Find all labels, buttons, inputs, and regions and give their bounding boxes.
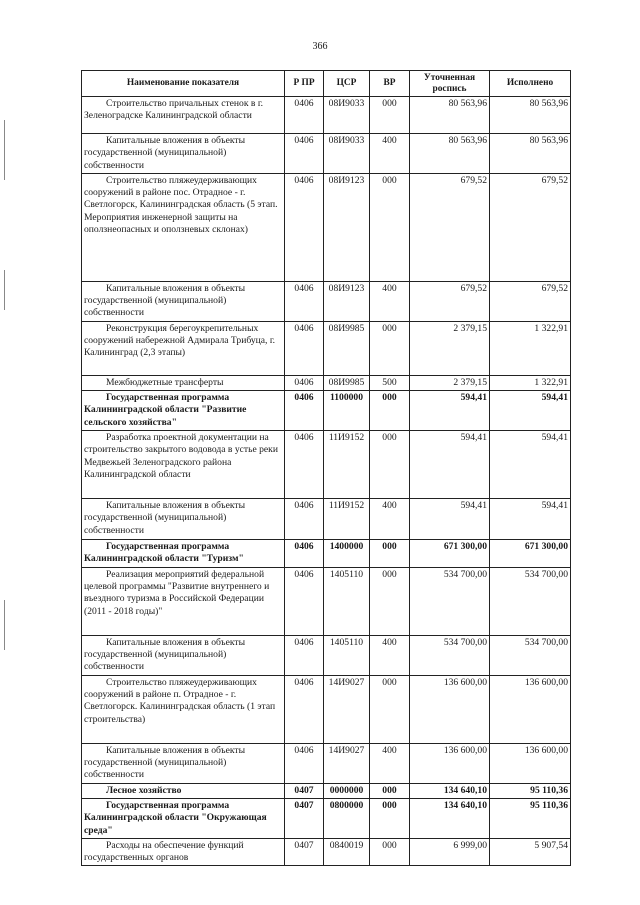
row-plan: 80 563,96 <box>410 97 490 134</box>
row-name: Капитальные вложения в объекты государственной (муниципальной) собственности <box>82 499 285 540</box>
row-name: Капитальные вложения в объекты государственной (муниципальной) собственности <box>82 134 285 174</box>
row-plan: 136 600,00 <box>410 675 490 743</box>
row-plan: 534 700,00 <box>410 567 490 635</box>
row-done: 136 600,00 <box>490 675 571 743</box>
row-rpr: 0407 <box>285 838 324 866</box>
row-rpr: 0407 <box>285 798 324 838</box>
row-rpr: 0406 <box>285 540 324 568</box>
row-plan: 594,41 <box>410 431 490 499</box>
table-row <box>82 97 571 134</box>
table-header-row <box>82 71 571 97</box>
row-vr: 000 <box>370 798 410 838</box>
row-csr: 1100000 <box>324 391 370 431</box>
table-row <box>82 675 571 743</box>
row-plan: 594,41 <box>410 499 490 540</box>
table-row <box>82 838 571 866</box>
row-vr: 000 <box>370 173 410 281</box>
row-vr: 000 <box>370 675 410 743</box>
row-plan: 671 300,00 <box>410 540 490 568</box>
row-done: 594,41 <box>490 431 571 499</box>
row-vr: 000 <box>370 540 410 568</box>
row-done: 534 700,00 <box>490 567 571 635</box>
row-csr: 0800000 <box>324 798 370 838</box>
header-rpr: Р ПР <box>285 71 324 97</box>
page-number: 366 <box>312 41 328 52</box>
row-done: 679,52 <box>490 173 571 281</box>
row-vr: 000 <box>370 838 410 866</box>
row-done: 80 563,96 <box>490 97 571 134</box>
row-vr: 400 <box>370 134 410 174</box>
row-rpr: 0406 <box>285 431 324 499</box>
row-plan: 679,52 <box>410 173 490 281</box>
table-row <box>82 567 571 635</box>
row-plan: 136 600,00 <box>410 743 490 783</box>
row-csr: 1400000 <box>324 540 370 568</box>
row-name: Капитальные вложения в объекты государственной (муниципальной) собственности <box>82 281 285 321</box>
row-csr: 0840019 <box>324 838 370 866</box>
table-row <box>82 134 571 174</box>
row-name: Государственная программа Калининградской области "Развитие сельского хозяйства" <box>82 391 285 431</box>
row-done: 534 700,00 <box>490 635 571 675</box>
row-done: 5 907,54 <box>490 838 571 866</box>
row-vr: 500 <box>370 375 410 390</box>
row-vr: 000 <box>370 391 410 431</box>
row-rpr: 0406 <box>285 635 324 675</box>
row-vr: 400 <box>370 281 410 321</box>
row-done: 679,52 <box>490 281 571 321</box>
row-rpr: 0407 <box>285 783 324 798</box>
row-vr: 400 <box>370 499 410 540</box>
row-done: 95 110,36 <box>490 783 571 798</box>
budget-table <box>81 70 571 866</box>
row-name: Реконструкция берегоукрепительных сооружений набережной Адмирала Трибуца, г. Калининград (2,3 этапы) <box>82 321 285 375</box>
row-rpr: 0406 <box>285 675 324 743</box>
row-vr: 000 <box>370 567 410 635</box>
row-name: Строительство пляжеудерживающих сооружений в районе п. Отрадное - г. Светлогорск. Калининградская область (1 этап строительства) <box>82 675 285 743</box>
row-vr: 000 <box>370 783 410 798</box>
row-name: Строительство пляжеудерживающих сооружений в районе пос. Отрадное - г. Светлогорск, Калининградская область (5 этап. Мероприятия инженерной защиты на оползнеопасных и оползневых склонах) <box>82 173 285 281</box>
row-name: Разработка проектной документации на строительство закрытого водовода в устье реки Медвежьей Зеленоградского района Калининградской области <box>82 431 285 499</box>
row-csr: 11И9152 <box>324 499 370 540</box>
row-csr: 08И9123 <box>324 281 370 321</box>
row-done: 136 600,00 <box>490 743 571 783</box>
row-csr: 0000000 <box>324 783 370 798</box>
row-rpr: 0406 <box>285 567 324 635</box>
row-vr: 400 <box>370 743 410 783</box>
row-rpr: 0406 <box>285 499 324 540</box>
row-csr: 08И9985 <box>324 321 370 375</box>
row-vr: 000 <box>370 97 410 134</box>
row-done: 671 300,00 <box>490 540 571 568</box>
table-row <box>82 173 571 281</box>
row-plan: 134 640,10 <box>410 783 490 798</box>
table-row <box>82 281 571 321</box>
row-rpr: 0406 <box>285 743 324 783</box>
row-vr: 400 <box>370 635 410 675</box>
table-row <box>82 635 571 675</box>
header-done: Исполнено <box>490 71 571 97</box>
row-csr: 1405110 <box>324 567 370 635</box>
row-done: 594,41 <box>490 391 571 431</box>
table-row <box>82 431 571 499</box>
row-rpr: 0406 <box>285 134 324 174</box>
row-rpr: 0406 <box>285 97 324 134</box>
row-rpr: 0406 <box>285 321 324 375</box>
row-name: Лесное хозяйство <box>82 783 285 798</box>
scan-margin-mark <box>4 600 5 650</box>
row-plan: 6 999,00 <box>410 838 490 866</box>
header-vr: ВР <box>370 71 410 97</box>
row-name: Межбюджетные трансферты <box>82 375 285 390</box>
row-name: Расходы на обеспечение функций государственных органов <box>82 838 285 866</box>
row-csr: 08И9985 <box>324 375 370 390</box>
row-rpr: 0406 <box>285 391 324 431</box>
row-csr: 14И9027 <box>324 743 370 783</box>
table-row <box>82 391 571 431</box>
row-csr: 08И9033 <box>324 97 370 134</box>
row-name: Реализация мероприятий федеральной целевой программы "Развитие внутреннего и въездного туризма в Российской Федерации (2011 - 2018 годы)" <box>82 567 285 635</box>
scan-margin-mark <box>4 120 5 180</box>
header-csr: ЦСР <box>324 71 370 97</box>
row-plan: 2 379,15 <box>410 375 490 390</box>
row-name: Строительство причальных стенок в г. Зеленоградске Калининградской области <box>82 97 285 134</box>
row-plan: 2 379,15 <box>410 321 490 375</box>
row-done: 1 322,91 <box>490 375 571 390</box>
row-csr: 08И9123 <box>324 173 370 281</box>
header-plan: Уточненная роспись <box>410 71 490 97</box>
row-plan: 594,41 <box>410 391 490 431</box>
table-row <box>82 783 571 798</box>
header-name: Наименование показателя <box>82 71 285 97</box>
row-done: 95 110,36 <box>490 798 571 838</box>
row-plan: 534 700,00 <box>410 635 490 675</box>
row-rpr: 0406 <box>285 281 324 321</box>
row-rpr: 0406 <box>285 173 324 281</box>
row-csr: 08И9033 <box>324 134 370 174</box>
table-row <box>82 375 571 390</box>
row-name: Государственная программа Калининградской области "Туризм" <box>82 540 285 568</box>
table-row <box>82 540 571 568</box>
row-plan: 679,52 <box>410 281 490 321</box>
row-csr: 14И9027 <box>324 675 370 743</box>
row-name: Капитальные вложения в объекты государственной (муниципальной) собственности <box>82 743 285 783</box>
row-name: Государственная программа Калининградской области "Окружающая среда" <box>82 798 285 838</box>
row-csr: 11И9152 <box>324 431 370 499</box>
table-row <box>82 798 571 838</box>
row-plan: 80 563,96 <box>410 134 490 174</box>
row-name: Капитальные вложения в объекты государственной (муниципальной) собственности <box>82 635 285 675</box>
row-done: 80 563,96 <box>490 134 571 174</box>
row-plan: 134 640,10 <box>410 798 490 838</box>
table-row <box>82 321 571 375</box>
row-vr: 000 <box>370 321 410 375</box>
row-rpr: 0406 <box>285 375 324 390</box>
row-done: 594,41 <box>490 499 571 540</box>
table-row <box>82 499 571 540</box>
row-done: 1 322,91 <box>490 321 571 375</box>
table-row <box>82 743 571 783</box>
row-csr: 1405110 <box>324 635 370 675</box>
scan-margin-mark <box>4 270 5 310</box>
row-vr: 000 <box>370 431 410 499</box>
